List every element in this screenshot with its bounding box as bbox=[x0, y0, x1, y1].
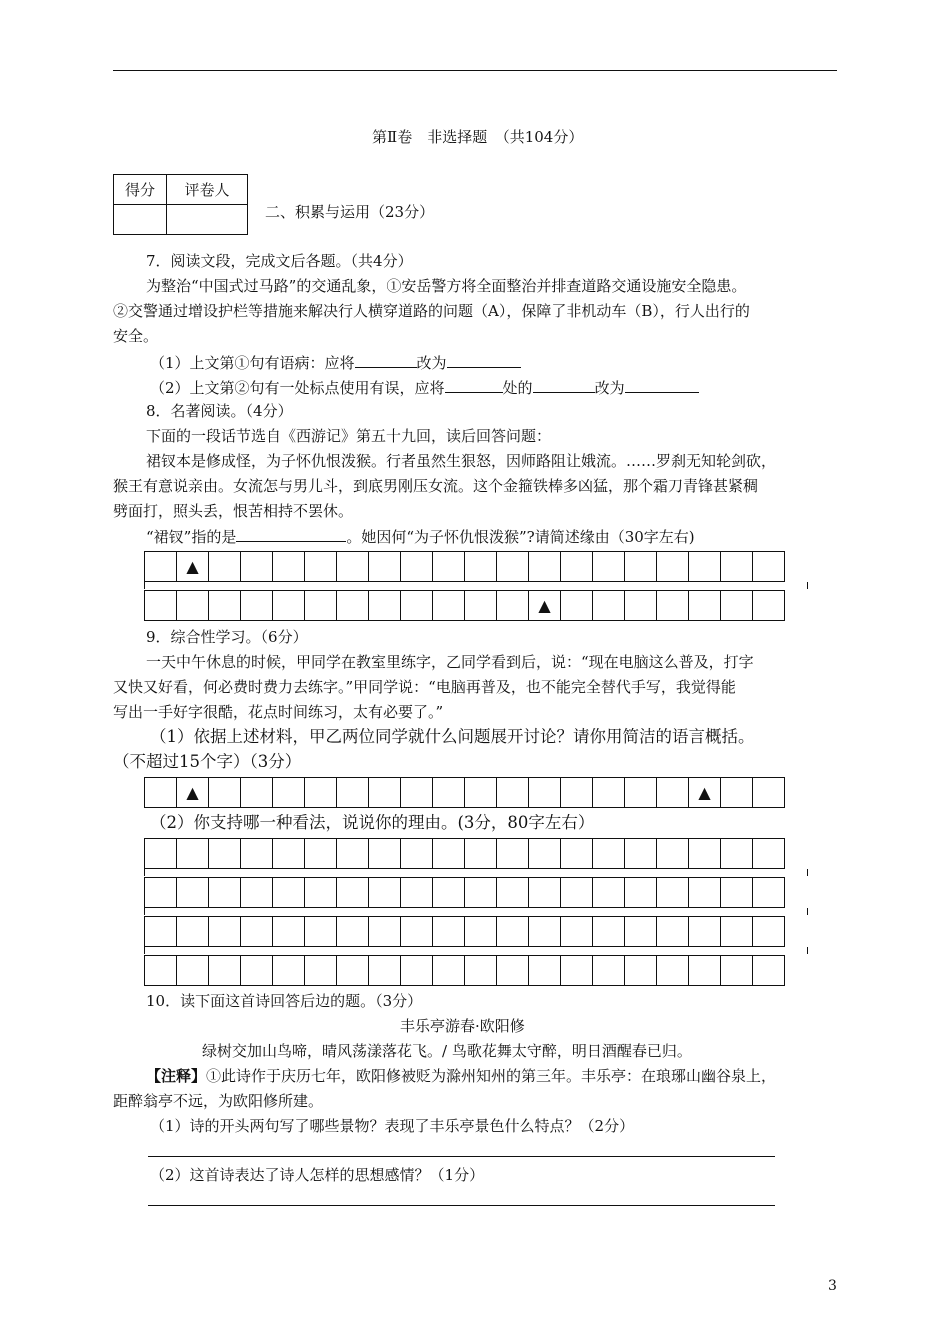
grid-gap bbox=[144, 947, 808, 954]
q8-question bbox=[146, 525, 695, 547]
grid-cell[interactable] bbox=[369, 552, 401, 582]
grid-cell[interactable] bbox=[625, 956, 657, 986]
grid-cell[interactable] bbox=[401, 552, 433, 582]
grid-cell[interactable] bbox=[689, 839, 721, 869]
q10-sub2-answer-line[interactable] bbox=[148, 1205, 775, 1206]
q8-blank[interactable] bbox=[236, 525, 346, 542]
q9-sub1-line1: （1）依据上述材料，甲乙两位同学就什么问题展开讨论？请你用简洁的语言概括。 bbox=[150, 727, 755, 746]
grid-cell[interactable] bbox=[241, 839, 273, 869]
grid-cell[interactable] bbox=[433, 552, 465, 582]
q8-p3: 劈面打，照头丢，恨苦相持不罢休。 bbox=[113, 502, 354, 520]
grid-cell[interactable] bbox=[401, 956, 433, 986]
grid-cell[interactable] bbox=[337, 839, 369, 869]
q10-note-line2: 距醉翁亭不远，为欧阳修所建。 bbox=[113, 1092, 324, 1110]
grid-cell[interactable] bbox=[305, 878, 337, 908]
grid-cell[interactable] bbox=[721, 956, 753, 986]
grid-cell[interactable] bbox=[145, 839, 177, 869]
grid-cell[interactable] bbox=[177, 778, 209, 808]
grid-cell[interactable] bbox=[529, 956, 561, 986]
triangle-marker-icon: ▲ bbox=[186, 557, 199, 576]
grid-cell[interactable] bbox=[689, 552, 721, 582]
grid-cell[interactable] bbox=[561, 956, 593, 986]
grid-cell[interactable] bbox=[241, 956, 273, 986]
grid-cell[interactable] bbox=[337, 778, 369, 808]
grid-cell[interactable] bbox=[273, 839, 305, 869]
grid-cell[interactable] bbox=[241, 591, 273, 621]
grid-cell[interactable] bbox=[433, 956, 465, 986]
q7-title: 7．阅读文段，完成文后各题。（共4分） bbox=[146, 252, 413, 270]
grid-cell[interactable] bbox=[529, 778, 561, 808]
q7-sub1 bbox=[150, 351, 521, 373]
score-cell bbox=[114, 205, 167, 235]
grid-cell[interactable] bbox=[753, 778, 785, 808]
grid-row[interactable] bbox=[144, 877, 785, 908]
grid-cell[interactable] bbox=[625, 839, 657, 869]
q7-sub2-text-b: 处的 bbox=[502, 379, 533, 397]
triangle-marker-icon: ▲ bbox=[186, 783, 199, 802]
q8-p2: 猴王有意说亲由。女流怎与男儿斗，到底男刚压女流。这个金箍铁棒多凶猛，那个霜刀青锋甚紧稠 bbox=[113, 477, 759, 495]
grid-cell[interactable] bbox=[657, 552, 689, 582]
grid-cell[interactable] bbox=[433, 778, 465, 808]
grid-cell[interactable] bbox=[369, 839, 401, 869]
grid-cell[interactable] bbox=[593, 956, 625, 986]
grid-cell[interactable] bbox=[657, 878, 689, 908]
q7-sub2-text-a: （2）上文第②句有一处标点使用有误，应将 bbox=[150, 379, 445, 397]
section-title: 第Ⅱ卷 非选择题 （共104分） bbox=[372, 128, 584, 146]
grid-cell[interactable] bbox=[625, 778, 657, 808]
grid-cell[interactable] bbox=[497, 552, 529, 582]
grid-cell[interactable] bbox=[561, 878, 593, 908]
grid-cell[interactable] bbox=[497, 778, 529, 808]
grid-cell[interactable] bbox=[561, 552, 593, 582]
grid-cell[interactable] bbox=[209, 878, 241, 908]
grid-cell[interactable] bbox=[657, 778, 689, 808]
q7-line2: ②交警通过增设护栏等措施来解决行人横穿道路的问题（A），保障了非机动车（B），行人出行的 bbox=[113, 302, 750, 320]
grid-cell[interactable] bbox=[689, 956, 721, 986]
grid-cell[interactable] bbox=[145, 878, 177, 908]
grid-row[interactable] bbox=[144, 590, 785, 621]
grid-cell[interactable] bbox=[209, 552, 241, 582]
q7-sub2-blank-2[interactable] bbox=[533, 376, 595, 393]
grid-cell[interactable] bbox=[529, 552, 561, 582]
score-header: 得分 bbox=[114, 175, 167, 205]
grid-cell[interactable] bbox=[657, 956, 689, 986]
grid-cell[interactable] bbox=[337, 552, 369, 582]
grid-cell[interactable] bbox=[529, 917, 561, 947]
grid-cell[interactable] bbox=[209, 839, 241, 869]
grid-cell[interactable] bbox=[465, 956, 497, 986]
q10-sub1-answer-line[interactable] bbox=[148, 1156, 775, 1157]
q7-line1: 为整治“中国式过马路”的交通乱象，①安岳警方将全面整治并排查道路交通设施安全隐患。 bbox=[146, 277, 747, 295]
grid-cell[interactable] bbox=[209, 956, 241, 986]
grid-cell[interactable] bbox=[177, 839, 209, 869]
q10-note-line1 bbox=[146, 1066, 776, 1086]
grid-cell[interactable] bbox=[273, 956, 305, 986]
q7-sub1-text-b: 改为 bbox=[416, 354, 447, 372]
q7-sub1-text-a: （1）上文第①句有语病：应将 bbox=[150, 354, 355, 372]
grid-cell[interactable] bbox=[593, 917, 625, 947]
grid-row[interactable] bbox=[144, 838, 785, 869]
q10-title: 10．读下面这首诗回答后边的题。（3分） bbox=[146, 992, 423, 1010]
grid-cell[interactable] bbox=[529, 878, 561, 908]
grid-cell[interactable] bbox=[145, 956, 177, 986]
grid-cell[interactable] bbox=[273, 878, 305, 908]
grid-cell[interactable] bbox=[721, 839, 753, 869]
grid-cell[interactable] bbox=[145, 552, 177, 582]
grid-cell[interactable] bbox=[305, 552, 337, 582]
grid-cell[interactable] bbox=[177, 956, 209, 986]
grid-cell[interactable] bbox=[241, 917, 273, 947]
q10-sub2: （2）这首诗表达了诗人怎样的思想感情？（1分） bbox=[150, 1166, 485, 1184]
grid-cell[interactable] bbox=[273, 591, 305, 621]
q9-sub2: （2）你支持哪一种看法，说说你的理由。(3分，80字左右） bbox=[150, 813, 595, 832]
grid-cell[interactable] bbox=[177, 552, 209, 582]
grid-cell[interactable] bbox=[401, 917, 433, 947]
grid-cell[interactable] bbox=[273, 917, 305, 947]
grid-cell[interactable] bbox=[465, 552, 497, 582]
q7-sub2-blank-1[interactable] bbox=[445, 376, 503, 393]
grid-cell[interactable] bbox=[497, 956, 529, 986]
grid-cell[interactable] bbox=[593, 778, 625, 808]
grid-cell[interactable] bbox=[753, 839, 785, 869]
q7-sub1-blank-2[interactable] bbox=[447, 351, 521, 368]
grid-row[interactable] bbox=[144, 551, 785, 582]
grid-cell[interactable] bbox=[177, 878, 209, 908]
grid-cell[interactable] bbox=[593, 552, 625, 582]
grid-cell[interactable] bbox=[369, 917, 401, 947]
grid-cell[interactable] bbox=[305, 956, 337, 986]
score-table bbox=[113, 174, 248, 235]
grid-cell[interactable] bbox=[721, 778, 753, 808]
grid-cell[interactable] bbox=[145, 591, 177, 621]
grid-cell[interactable] bbox=[753, 956, 785, 986]
q10-sub1: （1）诗的开头两句写了哪些景物？表现了丰乐亭景色什么特点？（2分） bbox=[150, 1117, 635, 1135]
q7-sub2-text-c: 改为 bbox=[594, 379, 625, 397]
grid-cell[interactable] bbox=[401, 591, 433, 621]
q8-question-b: 。她因何“为子怀仇恨泼猴”?请简述缘由（30字左右) bbox=[346, 528, 695, 546]
poem-text: 绿树交加山鸟啼，晴风荡漾落花飞。/ 鸟歌花舞太守醉，明日酒醒春已归。 bbox=[202, 1042, 692, 1060]
q8-intro: 下面的一段话节选自《西游记》第五十九回，读后回答问题： bbox=[146, 427, 552, 445]
grid-cell[interactable] bbox=[401, 839, 433, 869]
grid-cell[interactable] bbox=[689, 778, 721, 808]
grid-cell[interactable] bbox=[465, 778, 497, 808]
grid-cell[interactable] bbox=[369, 878, 401, 908]
grid-cell[interactable] bbox=[465, 917, 497, 947]
grid-cell[interactable] bbox=[465, 878, 497, 908]
grid-cell[interactable] bbox=[177, 917, 209, 947]
grid-cell[interactable] bbox=[657, 917, 689, 947]
triangle-marker-icon: ▲ bbox=[698, 783, 711, 802]
q7-sub1-blank-1[interactable] bbox=[355, 351, 417, 368]
grid-cell[interactable] bbox=[337, 878, 369, 908]
grid-cell[interactable] bbox=[625, 878, 657, 908]
grid-cell[interactable] bbox=[497, 839, 529, 869]
grid-cell[interactable] bbox=[689, 878, 721, 908]
q9-p3: 写出一手好字很酷，花点时间练习，太有必要了。” bbox=[113, 703, 444, 721]
grid-cell[interactable] bbox=[689, 917, 721, 947]
grid-cell[interactable] bbox=[561, 778, 593, 808]
grid-cell[interactable] bbox=[593, 878, 625, 908]
q9-p2: 又快又好看，何必费时费力去练字。”甲同学说：“电脑再普及，也不能完全替代手写，我觉得能 bbox=[113, 678, 736, 696]
grid-cell[interactable] bbox=[465, 839, 497, 869]
part2-title: 二、积累与运用（23分） bbox=[265, 203, 435, 221]
grid-cell[interactable] bbox=[433, 917, 465, 947]
grid-cell[interactable] bbox=[721, 878, 753, 908]
grid-cell[interactable] bbox=[273, 778, 305, 808]
q7-sub2-blank-3[interactable] bbox=[625, 376, 699, 393]
q8-title: 8．名著阅读。（4分） bbox=[146, 402, 293, 420]
triangle-marker-icon: ▲ bbox=[538, 596, 551, 615]
grid-cell[interactable] bbox=[753, 917, 785, 947]
grid-cell[interactable] bbox=[625, 552, 657, 582]
grid-cell[interactable] bbox=[753, 591, 785, 621]
grid-cell[interactable] bbox=[369, 778, 401, 808]
grid-cell[interactable] bbox=[305, 591, 337, 621]
grid-cell[interactable] bbox=[433, 591, 465, 621]
grid-cell[interactable] bbox=[209, 591, 241, 621]
poem-title: 丰乐亭游春·欧阳修 bbox=[400, 1017, 525, 1035]
grid-cell[interactable] bbox=[561, 591, 593, 621]
q8-p1: 裙钗本是修成怪，为子怀仇恨泼猴。行者虽然生狠怒，因师路阻让娥流。……罗刹无知轮剑砍， bbox=[146, 452, 777, 470]
grid-cell[interactable] bbox=[145, 778, 177, 808]
grader-header: 评卷人 bbox=[167, 175, 248, 205]
grid-cell[interactable] bbox=[369, 956, 401, 986]
grid-cell[interactable] bbox=[241, 552, 273, 582]
grid-cell[interactable] bbox=[561, 917, 593, 947]
grid-cell[interactable] bbox=[497, 917, 529, 947]
grid-cell[interactable] bbox=[273, 552, 305, 582]
grid-cell[interactable] bbox=[753, 552, 785, 582]
grid-cell[interactable] bbox=[305, 839, 337, 869]
grid-cell[interactable] bbox=[337, 917, 369, 947]
page-number: 3 bbox=[828, 1278, 837, 1294]
grid-cell[interactable] bbox=[401, 878, 433, 908]
grid-cell[interactable] bbox=[145, 917, 177, 947]
q7-line3: 安全。 bbox=[113, 327, 159, 345]
grid-cell[interactable] bbox=[529, 591, 561, 621]
q9-p1: 一天中午休息的时候，甲同学在教室里练字，乙同学看到后，说：“现在电脑这么普及，打字 bbox=[146, 653, 754, 671]
q9-answer-grid-1[interactable] bbox=[144, 777, 785, 808]
grid-gap bbox=[144, 908, 808, 915]
grader-cell bbox=[167, 205, 248, 235]
q8-question-a: “裙钗”指的是 bbox=[146, 528, 237, 546]
grid-cell[interactable] bbox=[337, 591, 369, 621]
grid-row[interactable] bbox=[144, 955, 785, 986]
grid-cell[interactable] bbox=[593, 839, 625, 869]
grid-cell[interactable] bbox=[177, 591, 209, 621]
top-rule bbox=[113, 70, 837, 71]
grid-cell[interactable] bbox=[657, 591, 689, 621]
grid-cell[interactable] bbox=[337, 956, 369, 986]
grid-cell[interactable] bbox=[721, 591, 753, 621]
grid-cell[interactable] bbox=[369, 591, 401, 621]
grid-cell[interactable] bbox=[241, 778, 273, 808]
grid-cell[interactable] bbox=[401, 778, 433, 808]
grid-cell[interactable] bbox=[241, 878, 273, 908]
grid-cell[interactable] bbox=[721, 552, 753, 582]
grid-cell[interactable] bbox=[689, 591, 721, 621]
note-text: ①此诗作于庆历七年，欧阳修被贬为滁州知州的第三年。丰乐亭：在琅琊山幽谷泉上， bbox=[206, 1067, 777, 1085]
grid-cell[interactable] bbox=[593, 591, 625, 621]
grid-row[interactable] bbox=[144, 916, 785, 947]
grid-cell[interactable] bbox=[529, 839, 561, 869]
grid-cell[interactable] bbox=[305, 917, 337, 947]
grid-cell[interactable] bbox=[209, 917, 241, 947]
grid-cell[interactable] bbox=[433, 878, 465, 908]
note-label: 【注释】 bbox=[146, 1067, 207, 1085]
grid-cell[interactable] bbox=[625, 917, 657, 947]
grid-cell[interactable] bbox=[625, 591, 657, 621]
grid-cell[interactable] bbox=[561, 839, 593, 869]
q9-sub1-line2: （不超过15个字）（3分） bbox=[113, 752, 302, 771]
grid-cell[interactable] bbox=[305, 778, 337, 808]
grid-cell[interactable] bbox=[497, 878, 529, 908]
grid-cell[interactable] bbox=[753, 878, 785, 908]
grid-gap bbox=[144, 869, 808, 876]
grid-cell[interactable] bbox=[657, 839, 689, 869]
grid-cell[interactable] bbox=[433, 839, 465, 869]
grid-cell[interactable] bbox=[209, 778, 241, 808]
grid-cell[interactable] bbox=[497, 591, 529, 621]
grid-cell[interactable] bbox=[721, 917, 753, 947]
grid-cell[interactable] bbox=[465, 591, 497, 621]
q7-sub2 bbox=[150, 376, 699, 398]
q9-title: 9．综合性学习。（6分） bbox=[146, 628, 308, 646]
grid-gap bbox=[144, 582, 808, 589]
